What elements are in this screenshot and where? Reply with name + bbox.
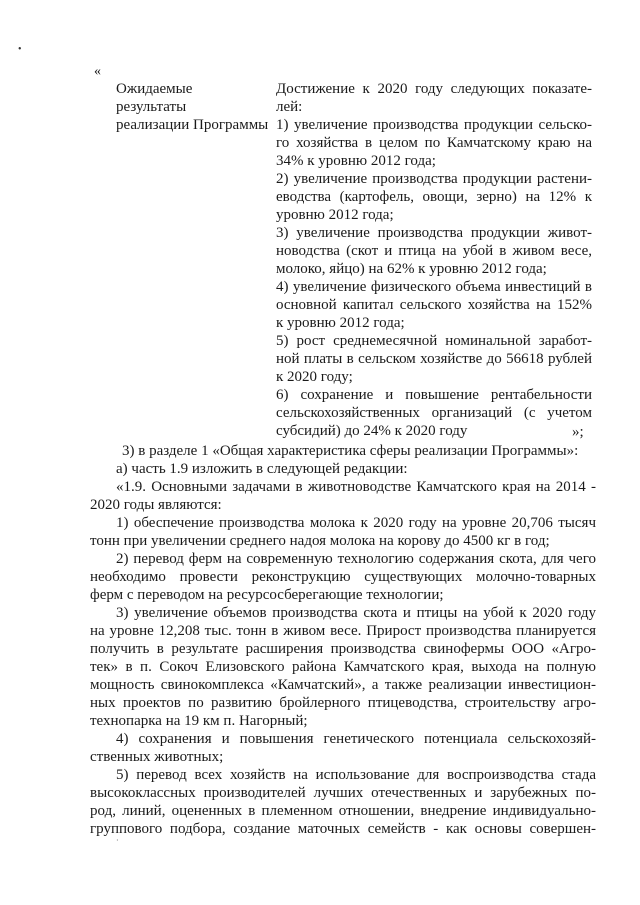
table-label-cell [116,80,269,134]
content-line: 5) рост среднемесячной номинальной заработ- [276,333,592,349]
content-line: го хозяйства в целом по Камчатскому краю на [276,135,592,151]
paragraph-line: ственных животных; [90,749,224,765]
content-line: молоко, яйцо) на 62% к уровню 2012 года; [276,261,547,277]
quote-open: « [94,64,101,79]
content-line: 4) увеличение физического объема инвестиций в [276,279,592,295]
paragraph-line: получить в результате расширения производства свинофермы ООО «Агро- [90,641,596,657]
paragraph-line: тек» в п. Сокоч Елизовского района Камчатского края, выхода на полную [90,659,596,675]
content-line: лей: [276,99,303,115]
content-line: 1) увеличение производства продукции сельско- [276,117,592,133]
paragraph-line: 2020 годы являются: [90,497,222,513]
content-line: 6) сохранение и повышение рентабельности [276,387,592,403]
content-line: субсидий) до 24% к 2020 году [276,423,468,439]
paragraph-line: ферм с переводом на ресурсосберегающие технологии; [90,587,444,603]
paragraph-line: мощность свинокомплекса «Камчатский», а также реализации инвестицион- [90,677,596,693]
paragraph-line: группового подбора, создание маточных семейств - как основы совершен- [90,821,596,837]
paragraph-line: технопарка на 19 км п. Нагорный; [90,713,308,729]
quote-close: »; [572,424,584,440]
paragraph-line: 3) в разделе 1 «Общая характеристика сферы реализации Программы»: [122,443,579,459]
label-line: реализации Программы [116,117,269,133]
paragraph-line: высококлассных производителей лучших отечественных и зарубежных по- [90,785,596,801]
content-line: сельскохозяйственных организаций (с учетом [276,405,592,421]
content-line: 3) увеличение производства продукции живот- [276,225,592,241]
content-line: новодства (скот и птица на убой в живом весе, [276,243,592,259]
paragraph-line: 4) сохранения и повышения генетического потенциала сельскохозяй- [116,731,596,747]
paragraph-line: 3) увеличение объемов производства скота и птицы на убой к 2020 году [116,605,596,621]
label-line: результаты [116,99,187,115]
paragraph-line: «1.9. Основными задачами в животноводстве Камчатского края на 2014 - [116,479,596,495]
content-line: уровню 2012 года; [276,207,394,223]
paragraph-line: а) часть 1.9 изложить в следующей редакции: [116,461,408,477]
scan-mark: • [18,44,22,55]
paragraph-line: тонн при увеличении среднего надоя молока на корову до 4500 кг в год; [90,533,550,549]
paragraph-line: на уровне 12,208 тыс. тонн в живом весе. Прирост производства планируется [90,623,596,639]
content-line: 34% к уровню 2012 года; [276,153,436,169]
content-line: основной капитал сельского хозяйства на 152% [276,297,592,313]
body-text [90,442,596,838]
content-line: к уровню 2012 года; [276,315,405,331]
label-line: Ожидаемые [116,81,193,97]
scan-mark: · [116,836,119,845]
table-content-cell [276,80,592,440]
content-line: Достижение к 2020 году следующих показате- [276,81,592,97]
content-line: ной платы в сельском хозяйстве до 56618 рублей [276,351,592,367]
content-line: 2) увеличение производства продукции растени- [276,171,592,187]
paragraph-line: 1) обеспечение производства молока к 2020 году на уровне 20,706 тысяч [116,515,596,531]
paragraph-line: необходимо провести реконструкцию существующих молочно-товарных [90,569,596,585]
content-line: еводства (картофель, овощи, зерно) на 12% к [276,189,592,205]
paragraph-line: род, линий, оцененных в племенном отношении, внедрение индивидуально- [90,803,596,819]
paragraph-line: 5) перевод всех хозяйств на использование для воспроизводства стада [116,767,596,783]
content-line: к 2020 году; [276,369,353,385]
paragraph-line: 2) перевод ферм на современную технологию содержания скота, для чего [116,551,596,567]
paragraph-line: ных проектов по развитию бройлерного птицеводства, строительству агро- [90,695,596,711]
